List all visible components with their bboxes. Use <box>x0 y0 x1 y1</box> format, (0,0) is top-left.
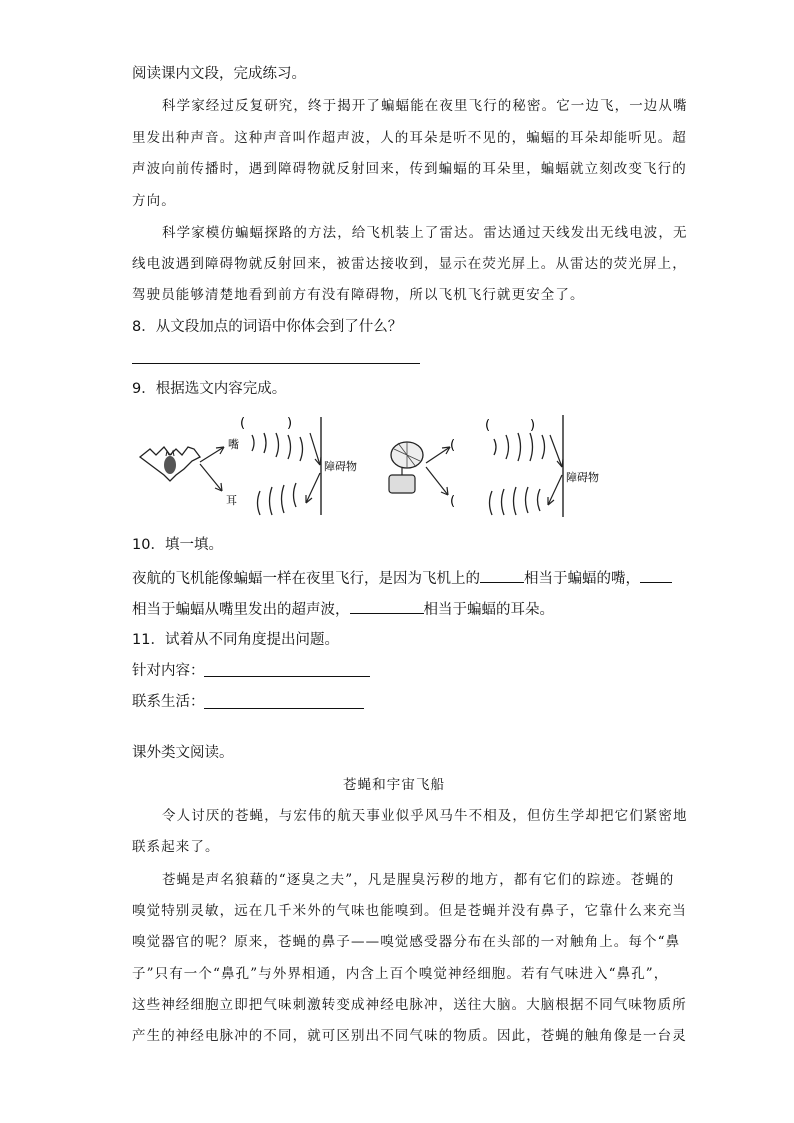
section1-instruction: 阅读课内文段，完成练习。 <box>132 66 306 82</box>
return-radio-waves <box>490 487 541 515</box>
passage-2-line: 产生的神经电脉冲的不同，就可区别出不同气味的物质。因此，苍蝇的触角像是一台灵 <box>132 1028 687 1044</box>
q10-text-c: 相当于蝙蝠从嘴里发出的超声波， <box>132 602 350 618</box>
answer-line-q8[interactable] <box>132 363 420 364</box>
passage-2-line: 这些神经细胞立即把气味刺激转变成神经电脉冲，送往大脑。大脑根据不同气味物质所 <box>132 997 687 1013</box>
passage-2-line: 嗅觉特别灵敏，远在几千米外的气味也能嗅到。但是苍蝇并没有鼻子，它靠什么来充当 <box>132 903 687 919</box>
answer-paren-open[interactable]: ( <box>450 494 456 509</box>
passage-2-line: 嗅觉器官的呢？原来，苍蝇的鼻子——嗅觉感受器分布在头部的一对触角上。每个“鼻 <box>132 934 681 950</box>
obstacle-label: 障碍物 <box>324 460 357 473</box>
ear-label: 耳 <box>226 494 237 507</box>
q10-text-d: 相当于蝙蝠的耳朵。 <box>423 602 554 618</box>
question-8: 8．从文段加点的词语中你体会到了什么？ <box>132 319 403 335</box>
answer-line-q11-content[interactable] <box>204 676 370 677</box>
q11-content-label: 针对内容： <box>132 663 205 679</box>
passage-1-line: 方向。 <box>132 193 176 209</box>
q10-text-b: 相当于蝙蝠的嘴， <box>524 571 640 587</box>
outgoing-radio-waves <box>494 433 545 461</box>
bat-radar-diagram <box>132 405 652 525</box>
question-10: 10．填一填。 <box>132 537 223 553</box>
obstacle-label: 障碍物 <box>566 471 599 484</box>
mouth-label: 嘴 <box>228 438 239 451</box>
return-waves <box>258 483 297 515</box>
bat-icon <box>140 447 200 481</box>
passage-2-line: 令人讨厌的苍蝇，与宏伟的航天事业似乎风马牛不相及，但仿生学却把它们紧密地 <box>162 808 688 824</box>
passage-1-line: 科学家经过反复研究，终于揭开了蝙蝠能在夜里飞行的秘密。它一边飞，一边从嘴 <box>162 98 688 114</box>
answer-paren-close[interactable]: ) <box>530 418 536 433</box>
answer-paren-close[interactable]: ) <box>287 416 293 431</box>
question-9: 9．根据选文内容完成。 <box>132 381 287 397</box>
q10-blank-3[interactable] <box>350 598 424 614</box>
question-11: 11．试着从不同角度提出问题。 <box>132 632 339 648</box>
radar-icon <box>389 442 423 493</box>
q10-blank-1[interactable] <box>480 567 524 583</box>
q10-sentence-line-2 <box>132 598 554 620</box>
section2-instruction: 课外类文阅读。 <box>132 745 234 761</box>
answer-paren-open[interactable]: ( <box>450 438 456 453</box>
passage-1-line: 驾驶员能够清楚地看到前方有没有障碍物，所以飞机飞行就更安全了。 <box>132 287 585 303</box>
q11-life-label: 联系生活： <box>132 694 205 710</box>
q10-sentence-line-1 <box>132 567 672 589</box>
passage-1-line: 线电波遇到障碍物就反射回来，被雷达接收到，显示在荧光屏上。从雷达的荧光屏上， <box>132 256 687 272</box>
q10-blank-2[interactable] <box>640 567 672 583</box>
passage-2-line: 联系起来了。 <box>132 839 220 855</box>
answer-paren-open[interactable]: ( <box>485 418 491 433</box>
passage-1-line: 科学家模仿蝙蝠探路的方法，给飞机装上了雷达。雷达通过天线发出无线电波，无 <box>162 225 688 241</box>
passage-2-line: 苍蝇是声名狼藉的“逐臭之夫”，凡是腥臭污秽的地方，都有它们的踪迹。苍蝇的 <box>162 872 675 888</box>
passage-title: 苍蝇和宇宙飞船 <box>343 777 446 793</box>
outgoing-waves <box>252 433 303 461</box>
answer-line-q11-life[interactable] <box>204 708 364 709</box>
q10-text-a: 夜航的飞机能像蝙蝠一样在夜里飞行，是因为飞机上的 <box>132 571 480 587</box>
passage-1-line: 里发出种声音。这种声音叫作超声波，人的耳朵是听不见的，蝙蝠的耳朵却能听见。超 <box>132 130 687 146</box>
passage-2-line: 子”只有一个“鼻孔”与外界相通，内含上百个嗅觉神经细胞。若有气味进入“鼻孔”， <box>132 966 669 982</box>
answer-paren-open[interactable]: ( <box>240 416 246 431</box>
passage-1-line: 声波向前传播时，遇到障碍物就反射回来，传到蝙蝠的耳朵里，蝙蝠就立刻改变飞行的 <box>132 161 687 177</box>
